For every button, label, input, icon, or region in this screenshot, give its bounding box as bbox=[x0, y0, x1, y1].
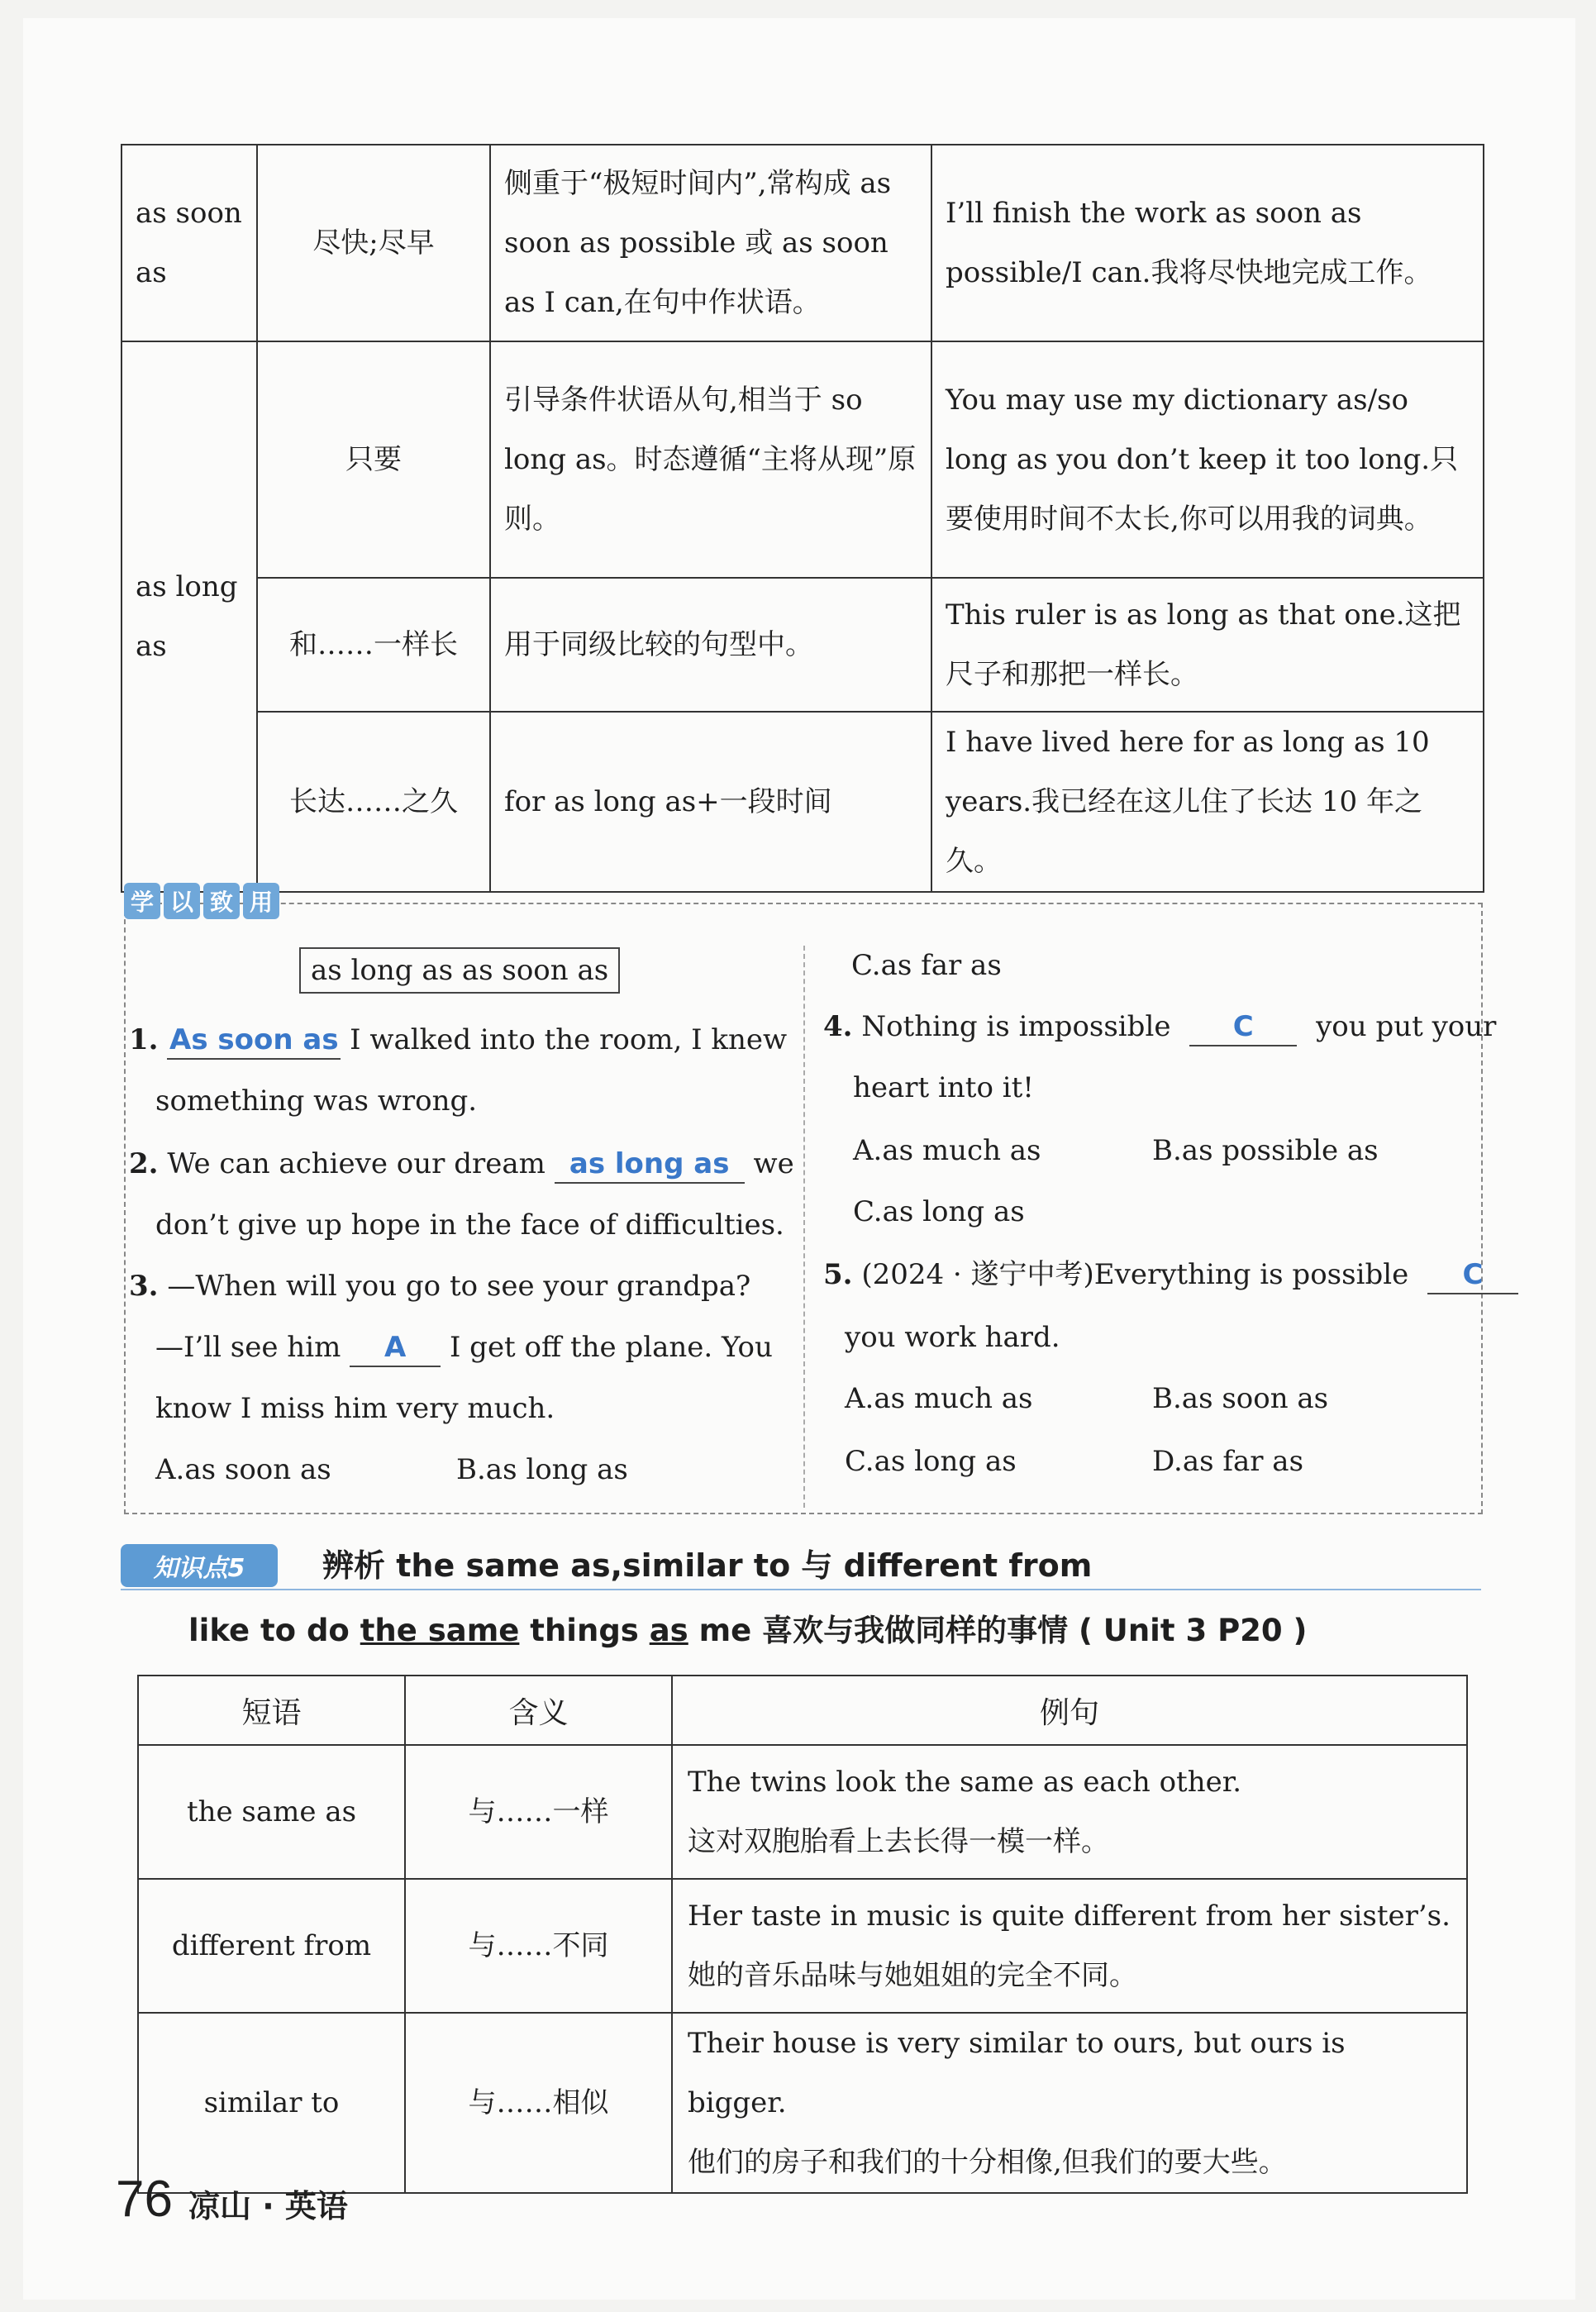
question-text: (2024 · 遂宁中考)Everything is possible bbox=[861, 1258, 1409, 1291]
phrase-cell: different from bbox=[138, 1879, 405, 2013]
divider bbox=[121, 1589, 1481, 1590]
meaning-cell: 和……一样长 bbox=[257, 578, 490, 712]
column-divider bbox=[803, 946, 805, 1508]
question-text: we bbox=[753, 1147, 794, 1180]
question-number: 5. bbox=[823, 1258, 853, 1291]
question-text: We can achieve our dream bbox=[167, 1147, 545, 1180]
question-number: 4. bbox=[823, 1010, 853, 1043]
knowledge-point-badge: 知识点5 bbox=[121, 1544, 278, 1587]
example-chinese: 她的音乐品味与她姐姐的完全不同。 bbox=[688, 1959, 1137, 1992]
meaning-cell: 与……不同 bbox=[405, 1879, 672, 2013]
example-english: The twins look the same as each other. bbox=[688, 1766, 1242, 1799]
question-1-line-2: something was wrong. bbox=[155, 1084, 478, 1118]
badge-char: 以 bbox=[164, 883, 200, 919]
question-number: 2. bbox=[129, 1147, 159, 1180]
option-b[interactable]: B.as possible as bbox=[1152, 1134, 1379, 1167]
question-text: —I’ll see him bbox=[155, 1331, 341, 1364]
meaning-cell: 与……相似 bbox=[405, 2013, 672, 2193]
answer-blank[interactable]: A bbox=[350, 1329, 441, 1367]
question-2 bbox=[129, 1146, 794, 1184]
usage-cell: 用于同级比较的句型中。 bbox=[490, 578, 931, 712]
question-number: 1. bbox=[129, 1023, 159, 1056]
example-underline: the same bbox=[360, 1613, 520, 1648]
table-row bbox=[138, 1745, 1467, 1879]
question-4-line-2: heart into it! bbox=[853, 1071, 1034, 1104]
option-c[interactable]: C.as long as bbox=[853, 1195, 1025, 1228]
example-text: me 喜欢与我做同样的事情 ( Unit 3 P20 ) bbox=[688, 1613, 1308, 1648]
example-cell bbox=[672, 1879, 1467, 2013]
exercise-badge bbox=[124, 883, 279, 919]
table-row bbox=[121, 145, 1484, 341]
example-text: things bbox=[519, 1613, 650, 1648]
option-a[interactable]: A.as soon as bbox=[155, 1453, 331, 1486]
phrase-cell: the same as bbox=[138, 1745, 405, 1879]
same-similar-different-table bbox=[137, 1675, 1468, 2194]
knowledge-point-title: 辨析 the same as,similar to 与 different from bbox=[322, 1547, 1093, 1584]
book-title: 凉山 · 英语 bbox=[188, 2188, 348, 2224]
word-bank: as long as as soon as bbox=[299, 947, 620, 994]
table-header-row bbox=[138, 1676, 1467, 1745]
example-underline: as bbox=[649, 1613, 688, 1648]
question-5-line-2: you work hard. bbox=[845, 1321, 1060, 1354]
option-a[interactable]: A.as much as bbox=[845, 1382, 1033, 1415]
example-english: Their house is very similar to ours, but ours is bigger. bbox=[688, 2027, 1346, 2119]
column-header: 短语 bbox=[138, 1676, 405, 1745]
knowledge-point-example bbox=[188, 1610, 1307, 1652]
example-cell: This ruler is as long as that one.这把尺子和那把一样长。 bbox=[931, 578, 1484, 712]
table-row bbox=[121, 578, 1484, 712]
answer-blank[interactable]: as long as bbox=[555, 1146, 745, 1184]
table-row bbox=[138, 2013, 1467, 2193]
question-1 bbox=[129, 1022, 787, 1060]
meaning-cell: 尽快;尽早 bbox=[257, 145, 490, 341]
question-number: 3. bbox=[129, 1270, 159, 1303]
column-header: 含义 bbox=[405, 1676, 672, 1745]
option-a[interactable]: A.as much as bbox=[853, 1134, 1041, 1167]
example-text: like to do bbox=[188, 1613, 360, 1648]
meaning-cell: 只要 bbox=[257, 341, 490, 578]
option-b[interactable]: B.as long as bbox=[456, 1453, 628, 1486]
phrase-cell: as long as bbox=[121, 341, 257, 892]
example-cell bbox=[672, 1745, 1467, 1879]
question-text: I walked into the room, I knew bbox=[350, 1023, 788, 1056]
option-b[interactable]: B.as soon as bbox=[1152, 1382, 1329, 1415]
example-cell bbox=[672, 2013, 1467, 2193]
option-c[interactable]: C.as long as bbox=[845, 1445, 1017, 1478]
phrase-cell: as soon as bbox=[121, 145, 257, 341]
page-number: 76 bbox=[116, 2171, 173, 2228]
column-header: 例句 bbox=[672, 1676, 1467, 1745]
answer-blank[interactable]: As soon as bbox=[167, 1022, 341, 1060]
question-3-line-2 bbox=[155, 1329, 773, 1367]
option-d[interactable]: D.as far as bbox=[1152, 1445, 1304, 1478]
question-3 bbox=[129, 1268, 750, 1304]
usage-cell: 引导条件状语从句,相当于 so long as。时态遵循“主将从现”原则。 bbox=[490, 341, 931, 578]
question-text: you put your bbox=[1316, 1010, 1497, 1043]
example-cell: I have lived here for as long as 10 years.我已经在这儿住了长达 10 年之久。 bbox=[931, 712, 1484, 892]
answer-blank[interactable]: C bbox=[1189, 1008, 1297, 1046]
table-row bbox=[138, 1879, 1467, 2013]
usage-cell: for as long as+一段时间 bbox=[490, 712, 931, 892]
question-5 bbox=[823, 1256, 1518, 1294]
meaning-cell: 长达……之久 bbox=[257, 712, 490, 892]
example-chinese: 他们的房子和我们的十分相像,但我们的要大些。 bbox=[688, 2146, 1287, 2179]
table-row bbox=[121, 712, 1484, 892]
badge-char: 用 bbox=[243, 883, 279, 919]
example-cell: I’ll finish the work as soon as possible/I can.我将尽快地完成工作。 bbox=[931, 145, 1484, 341]
usage-cell: 侧重于“极短时间内”,常构成 as soon as possible 或 as soon as I can,在句中作状语。 bbox=[490, 145, 931, 341]
phrase-cell: similar to bbox=[138, 2013, 405, 2193]
question-3-line-3: know I miss him very much. bbox=[155, 1392, 555, 1425]
example-english: Her taste in music is quite different from her sister’s. bbox=[688, 1900, 1451, 1933]
option-c[interactable]: C.as far as bbox=[851, 949, 1002, 982]
example-chinese: 这对双胞胎看上去长得一模一样。 bbox=[688, 1825, 1109, 1858]
question-2-line-2: don’t give up hope in the face of difficulties. bbox=[155, 1208, 784, 1242]
table-row bbox=[121, 341, 1484, 578]
example-cell: You may use my dictionary as/so long as you don’t keep it too long.只要使用时间不太长,你可以用我的词典。 bbox=[931, 341, 1484, 578]
question-4 bbox=[823, 1008, 1496, 1046]
badge-char: 学 bbox=[124, 883, 160, 919]
answer-blank[interactable]: C bbox=[1427, 1256, 1518, 1294]
question-text: I get off the plane. You bbox=[449, 1331, 773, 1364]
meaning-cell: 与……一样 bbox=[405, 1745, 672, 1879]
question-text: —When will you go to see your grandpa? bbox=[167, 1270, 751, 1303]
as-soon-as-as-long-as-table bbox=[121, 144, 1484, 893]
badge-char: 致 bbox=[203, 883, 240, 919]
question-text: Nothing is impossible bbox=[861, 1010, 1171, 1043]
